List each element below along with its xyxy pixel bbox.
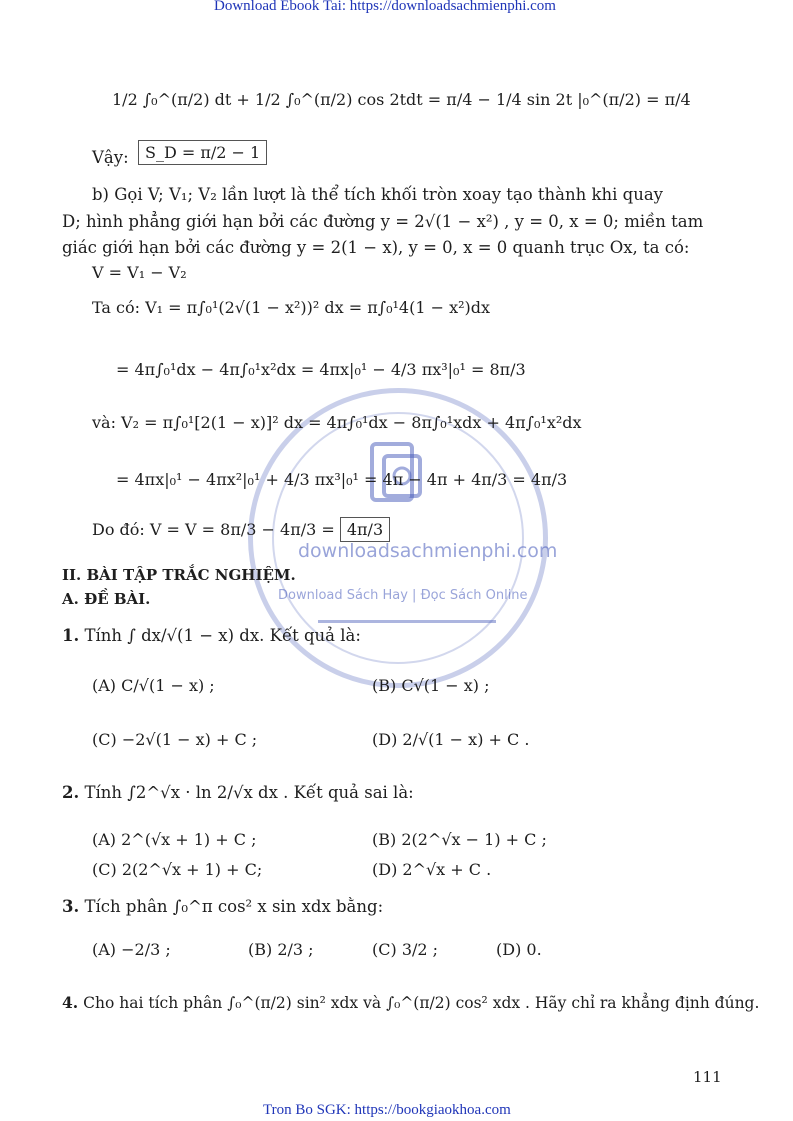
- v2-line: và: V₂ = π∫₀¹[2(1 − x)]² dx = 4π∫₀¹dx − 8π∫₀¹xdx + 4π∫₀¹x²dx: [92, 413, 582, 432]
- q2-option-d[interactable]: (D) 2^√x + C .: [372, 860, 492, 879]
- question-4: [62, 993, 759, 1012]
- q2-option-c[interactable]: (C) 2(2^√x + 1) + C;: [92, 860, 263, 879]
- v1-continuation: = 4π∫₀¹dx − 4π∫₀¹x²dx = 4πx|₀¹ − 4/3 πx³|₀¹ = 8π/3: [116, 360, 526, 379]
- question-number: 2.: [62, 783, 80, 802]
- question-1: [62, 626, 361, 645]
- v1-line: Ta có: V₁ = π∫₀¹(2√(1 − x²))² dx = π∫₀¹4(1 − x²)dx: [92, 298, 491, 317]
- vay-label: Vậy:: [92, 148, 129, 167]
- question-3: [62, 897, 383, 916]
- header-download-link[interactable]: Download Ebook Tai: https://downloadsachmienphi.com: [214, 0, 556, 14]
- v-equation: V = V₁ − V₂: [92, 263, 187, 282]
- conclusion-result-box: 4π/3: [340, 517, 390, 542]
- part-b-line-2: D; hình phẳng giới hạn bởi các đường y = 2√(1 − x²) , y = 0, x = 0; miền tam: [62, 212, 704, 231]
- q1-option-a[interactable]: (A) C/√(1 − x) ;: [92, 676, 215, 695]
- q2-option-a[interactable]: (A) 2^(√x + 1) + C ;: [92, 830, 257, 849]
- watermark-site: downloadsachmienphi.com: [298, 540, 558, 562]
- question-stem: Tính ∫ dx/√(1 − x) dx. Kết quả là:: [84, 626, 361, 645]
- question-number: 4.: [62, 993, 79, 1012]
- part-b-line-1: b) Gọi V; V₁; V₂ lần lượt là thể tích khối tròn xoay tạo thành khi quay: [92, 185, 663, 204]
- watermark-bar: [318, 620, 496, 623]
- q1-option-d[interactable]: (D) 2/√(1 − x) + C .: [372, 730, 530, 749]
- q3-option-d[interactable]: (D) 0.: [496, 940, 542, 959]
- q2-option-b[interactable]: (B) 2(2^√x − 1) + C ;: [372, 830, 547, 849]
- question-2: [62, 783, 414, 802]
- conclusion-prefix: Do đó: V = V = 8π/3 − 4π/3 =: [92, 520, 335, 539]
- conclusion-line: [92, 520, 390, 539]
- q1-option-b[interactable]: (B) C√(1 − x) ;: [372, 676, 490, 695]
- solution-line-1: 1/2 ∫₀^(π/2) dt + 1/2 ∫₀^(π/2) cos 2tdt = π/4 − 1/4 sin 2t |₀^(π/2) = π/4: [112, 90, 691, 109]
- q3-option-a[interactable]: (A) −2/3 ;: [92, 940, 171, 959]
- vay-result-box: S_D = π/2 − 1: [138, 140, 267, 165]
- footer-sgk-link[interactable]: Tron Bo SGK: https://bookgiaokhoa.com: [263, 1102, 511, 1118]
- question-number: 1.: [62, 626, 80, 645]
- page-number: 111: [693, 1068, 722, 1086]
- question-number: 3.: [62, 897, 80, 916]
- section-title: II. BÀI TẬP TRẮC NGHIỆM.: [62, 566, 296, 584]
- q3-option-b[interactable]: (B) 2/3 ;: [248, 940, 314, 959]
- part-b-line-3: giác giới hạn bởi các đường y = 2(1 − x), y = 0, x = 0 quanh trục Ox, ta có:: [62, 238, 690, 257]
- watermark-tagline: Download Sách Hay | Đọc Sách Online: [278, 588, 528, 603]
- question-stem: Tính ∫2^√x · ln 2/√x dx . Kết quả sai là:: [84, 783, 414, 802]
- question-stem: Cho hai tích phân ∫₀^(π/2) sin² xdx và ∫₀^(π/2) cos² xdx . Hãy chỉ ra khẳng định đúng.: [83, 994, 760, 1012]
- section-subtitle: A. ĐỀ BÀI.: [62, 590, 151, 608]
- q3-option-c[interactable]: (C) 3/2 ;: [372, 940, 439, 959]
- q1-option-c[interactable]: (C) −2√(1 − x) + C ;: [92, 730, 258, 749]
- v2-continuation: = 4πx|₀¹ − 4πx²|₀¹ + 4/3 πx³|₀¹ = 4π − 4π + 4π/3 = 4π/3: [116, 470, 568, 489]
- question-stem: Tích phân ∫₀^π cos² x sin xdx bằng:: [84, 897, 384, 916]
